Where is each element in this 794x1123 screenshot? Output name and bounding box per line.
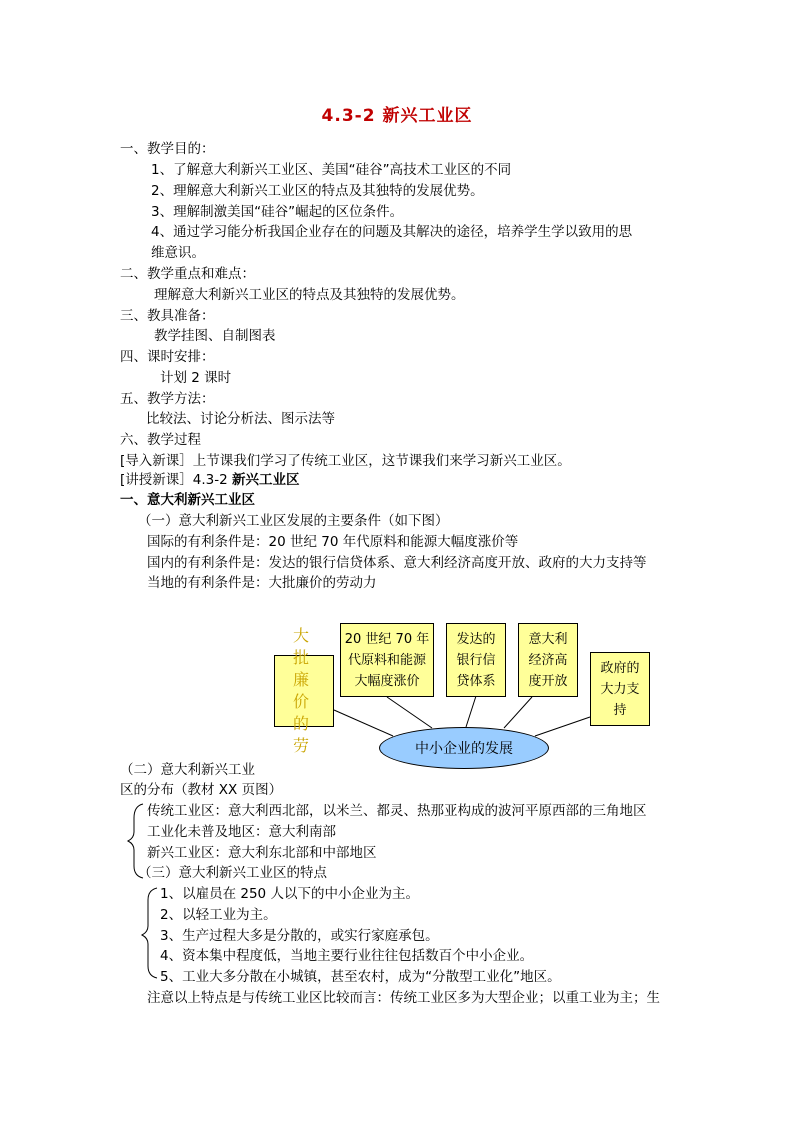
goal-item: 4、通过学习能分析我国企业存在的问题及其解决的途径，培养学生学以致用的思	[151, 224, 633, 240]
distribution-line: 传统工业区：意大利西北部，以米兰、都灵、热那亚构成的波河平原西部的三角地区	[147, 803, 647, 819]
goal-item-cont: 维意识。	[151, 245, 205, 261]
subsection-heading: （一）意大利新兴工业区发展的主要条件（如下图）	[138, 513, 449, 529]
subsection-heading: （二）意大利新兴工业	[120, 762, 255, 778]
condition-line: 当地的有利条件是：大批廉价的劳动力	[147, 575, 377, 591]
diagram-box-text: 政府的大力支持	[600, 660, 640, 718]
goal-item: 1、了解意大利新兴工业区、美国“硅谷”高技术工业区的不同	[151, 162, 512, 178]
subsection-heading-cont: 区的分布（教材 XX 页图）	[120, 782, 283, 798]
note-line: 注意以上特点是与传统工业区比较而言：传统工业区多为大型企业；以重工业为主；生	[147, 990, 660, 1006]
condition-line: 国内的有利条件是：发达的银行信贷体系、意大利经济高度开放、政府的大力支持等	[147, 555, 647, 571]
page-title: 4.3-2 新兴工业区	[321, 106, 473, 126]
distribution-line: 新兴工业区：意大利东北部和中部地区	[147, 845, 377, 861]
section-heading: 五、教学方法：	[120, 391, 215, 407]
feature-item: 5、工业大多分散在小城镇，甚至农村，成为“分散型工业化”地区。	[160, 969, 561, 985]
section-heading: 四、课时安排：	[120, 349, 215, 365]
section-content: 理解意大利新兴工业区的特点及其独特的发展优势。	[154, 287, 465, 303]
section-content: 计划 2 课时	[160, 370, 232, 386]
section-heading: 六、教学过程	[120, 432, 201, 448]
part-heading: 一、意大利新兴工业区	[120, 492, 255, 508]
section-heading: 一、教学目的：	[120, 141, 215, 157]
goal-item: 2、理解意大利新兴工业区的特点及其独特的发展优势。	[151, 183, 484, 199]
subsection-heading: （三）意大利新兴工业区的特点	[138, 865, 327, 881]
diagram-box-text: 大 批 廉 价 的 劳	[292, 626, 315, 755]
goal-item: 3、理解制激美国“硅谷”崛起的区位条件。	[151, 204, 404, 220]
lesson-prefix: [讲授新课］4.3-2	[120, 472, 232, 488]
distribution-line: 工业化未普及地区：意大利南部	[147, 824, 336, 840]
section-content: 比较法、讨论分析法、图示法等	[146, 411, 335, 427]
condition-line: 国际的有利条件是：20 世纪 70 年代原料和能源大幅度涨价等	[147, 534, 519, 550]
intro-line: [导入新课］上节课我们学习了传统工业区，这节课我们来学习新兴工业区。	[120, 453, 571, 469]
feature-item: 2、以轻工业为主。	[160, 907, 277, 923]
diagram-hub: 中小企业的发展	[379, 727, 549, 769]
diagram-box-text: 20 世纪 70 年代原料和能源大幅度涨价	[344, 631, 430, 689]
feature-item: 1、以雇员在 250 人以下的中小企业为主。	[160, 886, 419, 902]
section-heading: 二、教学重点和难点：	[120, 266, 255, 282]
feature-item: 4、资本集中程度低，当地主要行业往往包括数百个中小企业。	[160, 948, 534, 964]
section-content: 教学挂图、自制图表	[154, 328, 276, 344]
feature-item: 3、生产过程大多是分散的，或实行家庭承包。	[160, 928, 439, 944]
diagram-box-text: 意大利经济高度开放	[528, 631, 568, 689]
section-heading: 三、教具准备：	[120, 308, 215, 324]
lesson-topic: 新兴工业区	[232, 472, 300, 488]
diagram-box-text: 发达的银行信贷体系	[456, 631, 496, 689]
